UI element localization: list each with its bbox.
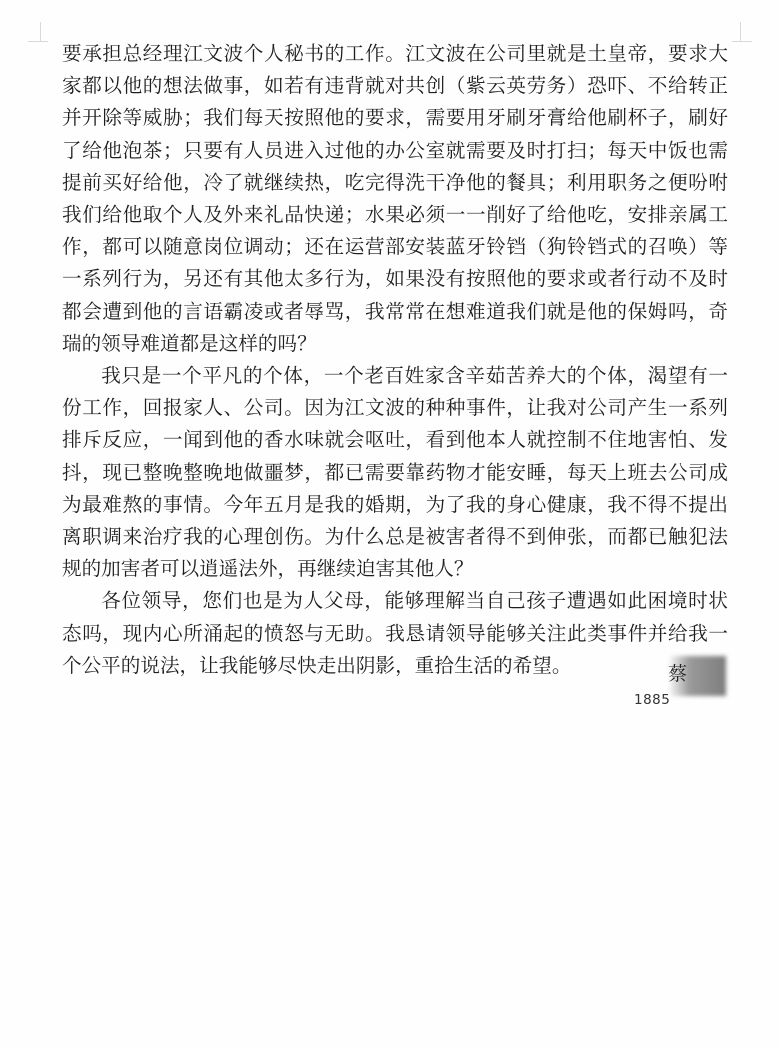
paragraph-3: 各位领导，您们也是为人父母，能够理解当自己孩子遭遇如此困境时状态吗，现内心所涌起的愤怒与无助。我恳请领导能够关注此类事件并给我一个公平的说法，让我能够尽快走出阴影，重拾生活的希望。 [62, 589, 728, 677]
document-body [62, 38, 728, 682]
paragraph-1: 要承担总经理江文波个人秘书的工作。江文波在公司里就是土皇帝，要求大家都以他的想法做事，如若有违背就对共创（紫云英劳务）恐吓、不给转正并开除等威胁；我们每天按照他的要求，需要用牙刷牙膏给他刷杯子，刷好了给他泡茶；只要有人员进入过他的办公室就需要及时打扫；每天中饭也需提前买好给他，冷了就继续热，吃完得洗干净他的餐具；利用职务之便吩咐我们给他取个人及外来礼品快递；水果必须一一削好了给他吃，安排亲属工作，都可以随意岗位调动；还在运营部安装蓝牙铃铛（狗铃铛式的召唤）等一系列行为，另还有其他太多行为，如果没有按照他的要求或者行动不及时都会遭到他的言语霸凌或者辱骂，我常常在想难道我们就是他的保姆吗，奇瑞的领导难道都是这样的吗？ [62, 42, 728, 355]
crop-mark-right [740, 22, 741, 42]
signature-phone: 1885 [634, 692, 671, 708]
crop-mark-left [40, 22, 41, 42]
signature-block [604, 652, 728, 708]
crop-mark-left-h [28, 41, 48, 42]
crop-mark-right-h [732, 41, 752, 42]
paragraph-2: 我只是一个平凡的个体，一个老百姓家含辛茹苦养大的个体，渴望有一份工作，回报家人、公司。因为江文波的种种事件，让我对公司产生一系列排斥反应，一闻到他的香水味就会呕吐，看到他本人就控制不住地害怕、发抖，现已整晚整晚地做噩梦，都已需要靠药物才能安睡，每天上班去公司成为最难熬的事情。今年五月是我的婚期，为了我的身心健康，我不得不提出离职调来治疗我的心理创伤。为什么总是被害者得不到伸张，而都已触犯法规的加害者可以逍遥法外，再继续迫害其他人？ [62, 364, 728, 581]
signature-name: 蔡 [668, 663, 688, 685]
